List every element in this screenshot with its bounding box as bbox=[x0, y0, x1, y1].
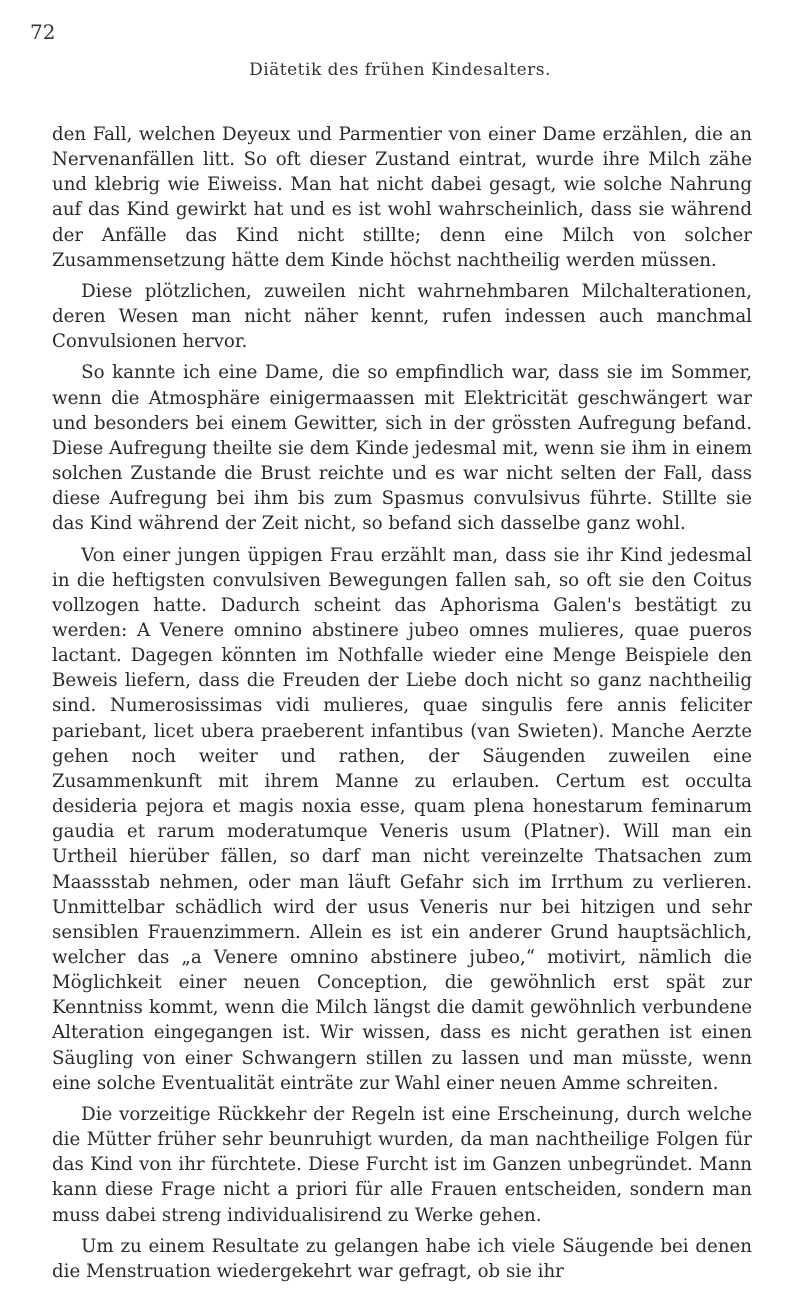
paragraph: Diese plötzlichen, zuweilen nicht wahrnehmbaren Milchalterationen, deren Wesen man nicht näher kennt, rufen indessen auch manchmal Convulsionen hervor. bbox=[52, 280, 752, 353]
page-number: 72 bbox=[30, 20, 56, 44]
paragraph: Von einer jungen üppigen Frau erzählt man, dass sie ihr Kind jedesmal in die heftigsten convulsiven Bewegungen fallen sah, so oft sie den Coitus vollzogen hatte. Dadurch scheint das Aphorisma Galen's bestätigt zu werden: A Venere omnino abstinere jubeo omnes mulieres, quae pueros lactant. Dagegen könnten im Nothfalle wieder eine Menge Beispiele den Beweis liefern, dass die Freuden der Liebe doch nicht so ganz nachtheilig sind. Numerosissimas vidi mulieres, quae singulis fere annis feliciter pariebant, licet ubera praeberent infantibus (van Swieten). Manche Aerzte gehen noch weiter und rathen, der Säugenden zuweilen eine Zusammenkunft mit ihrem Manne zu erlauben. Certum est occulta desideria pejora et magis noxia esse, quam plena honestarum feminarum gaudia et rarum moderatumque Veneris usum (Platner). Will man ein Urtheil hierüber fällen, so darf man nicht vereinzelte Thatsachen zum Maassstab nehmen, oder man läuft Gefahr sich im Irrthum zu verlieren. Unmittelbar schädlich wird der usus Veneris nur bei hitzigen und sehr sensiblen Frauenzimmern. Allein es ist ein anderer Grund hauptsächlich, welcher das „a Venere omnino abstinere jubeo,“ motivirt, nämlich die Möglichkeit einer neuen Conception, die gewöhnlich erst spät zur Kenntniss kommt, wenn die Milch längst die damit gewöhnlich verbundene Alteration eingegangen ist. Wir wissen, dass es nicht gerathen ist einen Säugling von einer Schwangern stillen zu lassen und man müsste, wenn eine solche Eventualität einträte zur Wahl einer neuen Amme schreiten. bbox=[52, 544, 752, 1094]
paragraph: Um zu einem Resultate zu gelangen habe ich viele Säugende bei denen die Menstruation wiedergekehrt war gefragt, ob sie ihr bbox=[52, 1235, 752, 1282]
body-text bbox=[52, 122, 752, 1284]
paragraph: den Fall, welchen Deyeux und Parmentier von einer Dame erzählen, die an Nervenanfällen litt. So oft dieser Zustand eintrat, wurde ihre Milch zähe und klebrig wie Eiweiss. Man hat nicht dabei gesagt, wie solche Nahrung auf das Kind gewirkt hat und es ist wohl wahrscheinlich, dass sie während der Anfälle das Kind nicht stillte; denn eine Milch von solcher Zusammensetzung hätte dem Kinde höchst nachtheilig werden müssen. bbox=[52, 124, 752, 271]
running-head: Diätetik des frühen Kindesalters. bbox=[249, 60, 551, 80]
paragraph: So kannte ich eine Dame, die so empfindlich war, dass sie im Sommer, wenn die Atmosphäre einigermaassen mit Elektricität geschwängert war und besonders bei einem Gewitter, sich in der grössten Aufregung befand. Diese Aufregung theilte sie dem Kinde jedesmal mit, wenn sie ihm in einem solchen Zustande die Brust reichte und es war nicht selten der Fall, dass diese Aufregung bei ihm bis zum Spasmus convulsivus führte. Stillte sie das Kind während der Zeit nicht, so befand sich dasselbe ganz wohl. bbox=[52, 362, 752, 535]
paragraph: Die vorzeitige Rückkehr der Regeln ist eine Erscheinung, durch welche die Mütter früher sehr beunruhigt wurden, da man nachtheilige Folgen für das Kind von ihr fürchtete. Diese Furcht ist im Ganzen unbegründet. Mann kann diese Frage nicht a priori für alle Frauen entscheiden, sondern man muss dabei streng individualisirend zu Werke gehen. bbox=[52, 1103, 752, 1226]
